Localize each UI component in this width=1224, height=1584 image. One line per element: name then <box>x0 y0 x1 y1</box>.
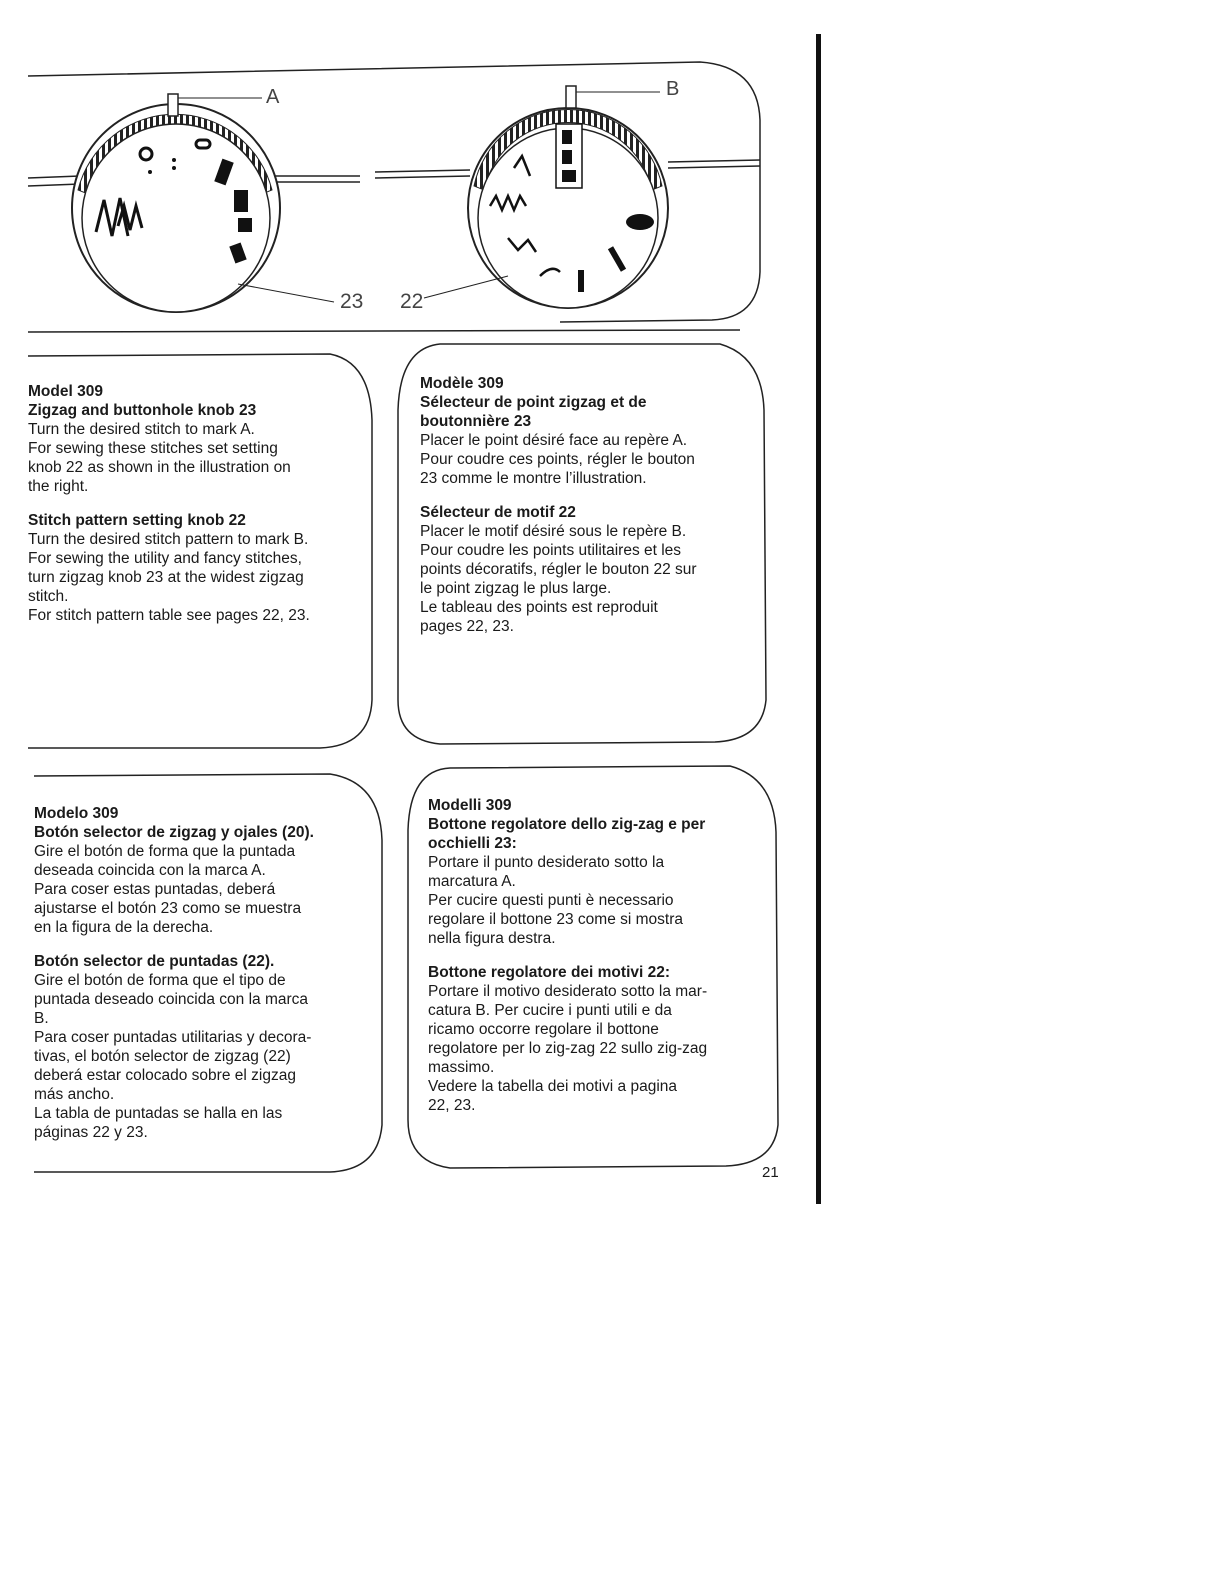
english-heading-knob-22: Stitch pattern setting knob 22 <box>28 512 246 529</box>
french-paragraph-knob-22: Placer le motif désiré sous le repère B. Pour coudre les points utilitaires et les points décoratifs, régler le bouton 22 sur le point zigzag le plus large. Le tableau des points est reproduit pages 22, 23. <box>420 523 697 635</box>
french-model: Modèle 309 <box>420 375 504 392</box>
spanish-heading-knob-22: Botón selector de puntadas (22). <box>34 953 275 970</box>
knob-22-dial <box>424 86 668 308</box>
spanish-model: Modelo 309 <box>34 805 119 822</box>
italian-heading-knob-22: Bottone regolatore dei motivi 22: <box>428 964 671 981</box>
knob-22-callout: 22 <box>400 290 424 313</box>
spanish-heading-knob-23: Botón selector de zigzag y ojales (20). <box>34 824 314 841</box>
french-heading-knob-23: Sélecteur de point zigzag et de boutonnière 23 <box>420 394 647 430</box>
spanish-paragraph-knob-23: Gire el botón de forma que la puntada deseada coincida con la marca A. Para coser estas puntadas, deberá ajustarse el botón 23 como se muestra en la figura de la derecha. <box>34 843 302 936</box>
english-instructions <box>28 382 368 625</box>
spanish-paragraph-knob-22: Gire el botón de forma que el tipo de puntada deseado coincida con la marca B. Para coser puntadas utilitarias y decora- tivas, el botón selector de zigzag (22) deberá estar colocado sobre el zigzag más ancho. La tabla de puntadas se halla en las páginas 22 y 23. <box>34 972 312 1141</box>
italian-paragraph-knob-23: Portare il punto desiderato sotto la marcatura A. Per cucire questi punti è necessario regolare il bottone 23 come si mostra nella figura destra. <box>428 854 684 947</box>
dial-mark-a-label: A <box>266 86 280 108</box>
dial-mark-b-label: B <box>666 78 680 100</box>
english-paragraph-knob-22: Turn the desired stitch pattern to mark B. For sewing the utility and fancy stitches, turn zigzag knob 23 at the widest zigzag stitch. For stitch pattern table see pages 22, 23. <box>28 531 310 624</box>
french-paragraph-knob-23: Placer le point désiré face au repère A. Pour coudre ces points, régler le bouton 23 comme le montre l’illustration. <box>420 432 695 487</box>
english-model: Model 309 <box>28 383 103 400</box>
binding-edge-bar <box>816 34 821 1204</box>
spanish-instructions <box>34 804 374 1142</box>
english-paragraph-knob-23: Turn the desired stitch to mark A. For sewing these stitches set setting knob 22 as shown in the illustration on the right. <box>28 421 291 495</box>
knob-23-dial <box>72 94 334 312</box>
italian-instructions <box>428 796 768 1115</box>
page-number: 21 <box>762 1164 779 1181</box>
knob-23-callout: 23 <box>340 290 364 313</box>
french-heading-knob-22: Sélecteur de motif 22 <box>420 504 576 521</box>
french-instructions <box>420 374 760 636</box>
english-heading-knob-23: Zigzag and buttonhole knob 23 <box>28 402 257 419</box>
italian-model: Modelli 309 <box>428 797 512 814</box>
italian-paragraph-knob-22: Portare il motivo desiderato sotto la mar- catura B. Per cucire i punti utili e da ricamo occorre regolare il bottone regolatore per lo zig-zag 22 sullo zig-zag massimo. Vedere la tabella dei motivi a pagina 22, 23. <box>428 983 708 1114</box>
italian-heading-knob-23: Bottone regolatore dello zig-zag e per occhielli 23: <box>428 816 706 852</box>
